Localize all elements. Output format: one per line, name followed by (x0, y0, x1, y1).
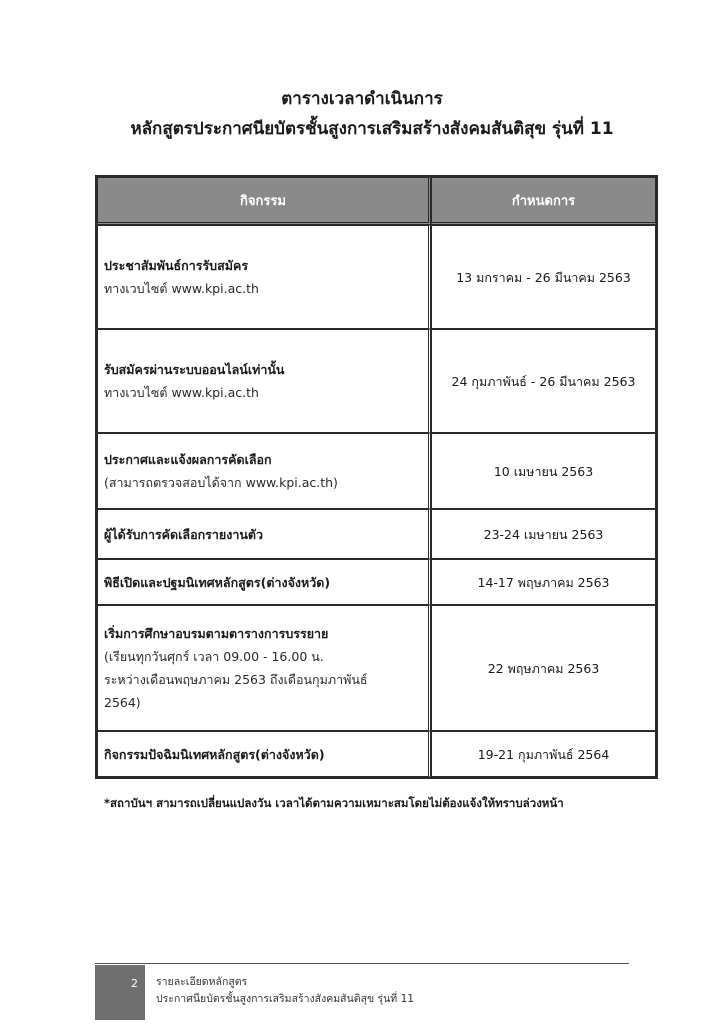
footer-line-1: รายละเอียดหลักสูตร (156, 976, 248, 988)
table-row (97, 329, 656, 433)
schedule-date: 14-17 พฤษภาคม 2563 (431, 559, 656, 605)
activity-cell (97, 433, 431, 509)
activity-title: รับสมัครผ่านระบบออนไลน์เท่านั้น (104, 362, 285, 377)
page-subtitle: หลักสูตรประกาศนียบัตรชั้นสูงการเสริมสร้างสังคมสันติสุข รุ่นที่ 11 (130, 119, 614, 139)
table-row (97, 559, 656, 605)
activity-title: กิจกรรมปัจฉิมนิเทศหลักสูตร(ต่างจังหวัด) (104, 746, 325, 762)
table-row (97, 433, 656, 509)
footer-page-box (95, 965, 145, 1020)
document-header (0, 84, 724, 144)
activity-detail: ทางเวบไซต์ www.kpi.ac.th (104, 385, 259, 400)
activity-cell (97, 559, 431, 605)
schedule-date: 23-24 เมษายน 2563 (431, 509, 656, 559)
schedule-date: 22 พฤษภาคม 2563 (431, 605, 656, 731)
page-title: ตารางเวลาดำเนินการ (281, 89, 443, 109)
column-header-schedule: กำหนดการ (431, 177, 656, 225)
footer-divider (95, 963, 629, 964)
table-row (97, 509, 656, 559)
activity-title: ผู้ได้รับการคัดเลือกรายงานตัว (104, 526, 264, 542)
page-number: 2 (131, 977, 138, 990)
activity-detail: (สามารถตรวจสอบได้จาก www.kpi.ac.th) (104, 475, 338, 490)
activity-title: ประกาศและแจ้งผลการคัดเลือก (104, 452, 272, 467)
schedule-date: 24 กุมภาพันธ์ - 26 มีนาคม 2563 (431, 329, 656, 433)
activity-detail: ทางเวบไซต์ www.kpi.ac.th (104, 281, 259, 296)
activity-cell (97, 509, 431, 559)
activity-title: พิธีเปิดและปฐมนิเทศหลักสูตร(ต่างจังหวัด) (104, 574, 331, 590)
table-row (97, 605, 656, 731)
schedule-date: 19-21 กุมภาพันธ์ 2564 (431, 731, 656, 777)
activity-cell (97, 605, 431, 731)
schedule-date: 10 เมษายน 2563 (431, 433, 656, 509)
footer-caption (156, 974, 414, 1008)
table-row (97, 225, 656, 329)
activity-cell (97, 731, 431, 777)
column-header-activity: กิจกรรม (97, 177, 431, 225)
disclaimer-note: *สถาบันฯ สามารถเปลี่ยนแปลงวัน เวลาได้ตามความเหมาะสมโดยไม่ต้องแจ้งให้ทราบล่วงหน้า (104, 796, 564, 810)
activity-cell (97, 329, 431, 433)
activity-title: ประชาสัมพันธ์การรับสมัคร (104, 258, 249, 273)
table-row (97, 731, 656, 777)
footer-line-2: ประกาศนียบัตรชั้นสูงการเสริมสร้างสังคมสันติสุข รุ่นที่ 11 (156, 993, 414, 1005)
schedule-date: 13 มกราคม - 26 มีนาคม 2563 (431, 225, 656, 329)
activity-cell (97, 225, 431, 329)
activity-detail: (เรียนทุกวันศุกร์ เวลา 09.00 - 16.00 น. (104, 649, 324, 664)
activity-title: เริ่มการศึกษาอบรมตามตารางการบรรยาย (104, 626, 329, 641)
activity-detail: ระหว่างเดือนพฤษภาคม 2563 ถึงเดือนกุมภาพันธ์ (104, 672, 368, 687)
table-header-row (97, 177, 656, 225)
activity-detail: 2564) (104, 695, 141, 710)
schedule-table (95, 175, 658, 779)
